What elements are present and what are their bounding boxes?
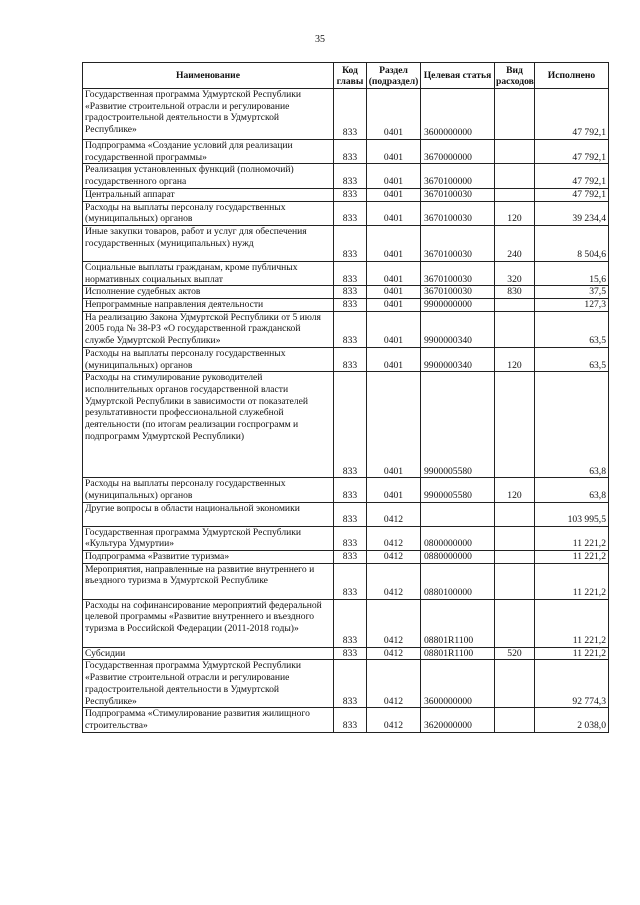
row-type [495, 140, 535, 164]
row-name: На реализацию Закона Удмуртской Республики от 5 июля 2005 года № 38-РЗ «О государственной гражданской службе Удмуртской Республики» [83, 311, 334, 347]
row-code: 833 [334, 286, 367, 299]
row-type [495, 299, 535, 312]
table-row [83, 89, 609, 140]
table-row [83, 299, 609, 312]
row-target: 9900000340 [421, 347, 495, 371]
row-code: 833 [334, 188, 367, 201]
table-row [83, 201, 609, 225]
row-type [495, 502, 535, 526]
row-executed: 63,5 [535, 347, 609, 371]
header-target: Целевая статья [421, 63, 495, 89]
row-code: 833 [334, 502, 367, 526]
row-target: 3600000000 [421, 660, 495, 708]
row-section: 0412 [367, 563, 421, 599]
row-name: Исполнение судебных актов [83, 286, 334, 299]
row-name: Реализация установленных функций (полномочий) государственного органа [83, 164, 334, 188]
table-row [83, 563, 609, 599]
row-section: 0412 [367, 551, 421, 564]
row-executed: 37,5 [535, 286, 609, 299]
row-executed: 47 792,1 [535, 140, 609, 164]
row-section: 0401 [367, 478, 421, 502]
row-type [495, 372, 535, 478]
row-target: 3600000000 [421, 89, 495, 140]
row-section: 0401 [367, 89, 421, 140]
row-executed: 63,8 [535, 478, 609, 502]
row-executed: 63,5 [535, 311, 609, 347]
row-type [495, 599, 535, 647]
row-name: Субсидии [83, 647, 334, 660]
row-section: 0401 [367, 311, 421, 347]
row-type [495, 551, 535, 564]
row-executed: 11 221,2 [535, 647, 609, 660]
row-target: 3670100030 [421, 261, 495, 285]
table-row [83, 261, 609, 285]
page-number: 35 [315, 34, 325, 45]
budget-table [82, 62, 609, 733]
row-type [495, 708, 535, 732]
row-code: 833 [334, 660, 367, 708]
row-section: 0401 [367, 286, 421, 299]
row-code: 833 [334, 526, 367, 550]
row-executed: 47 792,1 [535, 89, 609, 140]
table-row [83, 502, 609, 526]
row-executed: 11 221,2 [535, 526, 609, 550]
row-name: Расходы на софинансирование мероприятий федеральной целевой программы «Развитие внутреннего и въездного туризма в Российской Федерации (2011-2018 годы)» [83, 599, 334, 647]
row-name: Расходы на выплаты персоналу государственных (муниципальных) органов [83, 347, 334, 371]
table-row [83, 708, 609, 732]
row-section: 0401 [367, 347, 421, 371]
row-name: Центральный аппарат [83, 188, 334, 201]
row-section: 0412 [367, 647, 421, 660]
row-code: 833 [334, 372, 367, 478]
row-executed: 39 234,4 [535, 201, 609, 225]
table-row [83, 660, 609, 708]
row-executed: 127,3 [535, 299, 609, 312]
row-target: 3670000000 [421, 140, 495, 164]
row-section: 0401 [367, 188, 421, 201]
row-name: Непрограммные направления деятельности [83, 299, 334, 312]
header-executed: Исполнено [535, 63, 609, 89]
row-executed: 47 792,1 [535, 164, 609, 188]
row-type [495, 563, 535, 599]
row-code: 833 [334, 311, 367, 347]
row-code: 833 [334, 647, 367, 660]
table-body [83, 89, 609, 733]
row-type: 120 [495, 347, 535, 371]
row-section: 0401 [367, 225, 421, 261]
row-executed: 2 038,0 [535, 708, 609, 732]
row-target: 0880000000 [421, 551, 495, 564]
table-row [83, 347, 609, 371]
table-row [83, 311, 609, 347]
row-name: Государственная программа Удмуртской Республики «Культура Удмуртии» [83, 526, 334, 550]
row-executed: 63,8 [535, 372, 609, 478]
row-code: 833 [334, 599, 367, 647]
table-row [83, 286, 609, 299]
header-type: Вид расходов [496, 64, 534, 87]
row-section: 0401 [367, 140, 421, 164]
row-target: 3670100030 [421, 188, 495, 201]
row-code: 833 [334, 563, 367, 599]
row-name: Социальные выплаты гражданам, кроме публичных нормативных социальных выплат [83, 261, 334, 285]
row-section: 0412 [367, 708, 421, 732]
table-row [83, 140, 609, 164]
row-section: 0412 [367, 502, 421, 526]
row-type [495, 164, 535, 188]
table-row [83, 225, 609, 261]
row-code: 833 [334, 140, 367, 164]
row-section: 0401 [367, 372, 421, 478]
table-row [83, 188, 609, 201]
table-row [83, 551, 609, 564]
row-code: 833 [334, 261, 367, 285]
row-type: 120 [495, 478, 535, 502]
row-name: Расходы на выплаты персоналу государственных (муниципальных) органов [83, 478, 334, 502]
row-code: 833 [334, 708, 367, 732]
row-target: 3670100030 [421, 286, 495, 299]
row-target: 0800000000 [421, 526, 495, 550]
row-executed: 11 221,2 [535, 551, 609, 564]
row-target: 3620000000 [421, 708, 495, 732]
row-target: 9900005580 [421, 478, 495, 502]
row-code: 833 [334, 551, 367, 564]
row-code: 833 [334, 478, 367, 502]
row-executed: 15,6 [535, 261, 609, 285]
row-target: 3670100000 [421, 164, 495, 188]
table-row [83, 647, 609, 660]
row-code: 833 [334, 225, 367, 261]
row-executed: 92 774,3 [535, 660, 609, 708]
row-target: 9900005580 [421, 372, 495, 478]
table-header-row [83, 63, 609, 89]
row-target: 3670100030 [421, 201, 495, 225]
row-section: 0412 [367, 660, 421, 708]
row-target [421, 502, 495, 526]
row-section: 0401 [367, 201, 421, 225]
row-name: Подпрограмма «Развитие туризма» [83, 551, 334, 564]
row-executed: 8 504,6 [535, 225, 609, 261]
row-code: 833 [334, 299, 367, 312]
row-name: Государственная программа Удмуртской Республики «Развитие строительной отрасли и регулирование градостроительной деятельности в Удмуртской Республике» [83, 660, 334, 708]
row-name: Иные закупки товаров, работ и услуг для обеспечения государственных (муниципальных) нужд [83, 225, 334, 261]
row-name: Государственная программа Удмуртской Республики «Развитие строительной отрасли и регулирование градостроительной деятельности в Удмуртской Республике» [83, 89, 334, 140]
row-type: 520 [495, 647, 535, 660]
row-type [495, 188, 535, 201]
row-section: 0401 [367, 261, 421, 285]
table-row [83, 526, 609, 550]
row-type: 240 [495, 225, 535, 261]
row-code: 833 [334, 164, 367, 188]
row-type [495, 660, 535, 708]
row-executed: 47 792,1 [535, 188, 609, 201]
header-name: Наименование [83, 63, 334, 89]
row-code: 833 [334, 201, 367, 225]
table-row [83, 372, 609, 478]
table-row [83, 478, 609, 502]
table-row [83, 599, 609, 647]
row-target: 3670100030 [421, 225, 495, 261]
row-executed: 11 221,2 [535, 599, 609, 647]
row-target: 9900000340 [421, 311, 495, 347]
row-name: Подпрограмма «Создание условий для реализации государственной программы» [83, 140, 334, 164]
row-type [495, 526, 535, 550]
row-type [495, 89, 535, 140]
row-section: 0401 [367, 164, 421, 188]
row-target: 9900000000 [421, 299, 495, 312]
row-target: 08801R1100 [421, 647, 495, 660]
row-type: 120 [495, 201, 535, 225]
header-code: Код главы [334, 63, 367, 89]
row-executed: 11 221,2 [535, 563, 609, 599]
row-name: Другие вопросы в области национальной экономики [83, 502, 334, 526]
header-section: Раздел (подраздел) [367, 63, 421, 89]
row-section: 0412 [367, 599, 421, 647]
row-section: 0412 [367, 526, 421, 550]
row-target: 08801R1100 [421, 599, 495, 647]
row-executed: 103 995,5 [535, 502, 609, 526]
row-type: 320 [495, 261, 535, 285]
row-code: 833 [334, 89, 367, 140]
row-name: Расходы на выплаты персоналу государственных (муниципальных) органов [83, 201, 334, 225]
row-code: 833 [334, 347, 367, 371]
row-type: 830 [495, 286, 535, 299]
row-type [495, 311, 535, 347]
row-section: 0401 [367, 299, 421, 312]
row-name: Мероприятия, направленные на развитие внутреннего и въездного туризма в Удмуртской Республике [83, 563, 334, 599]
table-row [83, 164, 609, 188]
row-name: Расходы на стимулирование руководителей исполнительных органов государственной власти Удмуртской Республики в зависимости от показателей результативности профессиональной служебной деятельности (по итогам реализации госпрограмм и подпрограмм Удмуртской Республики) [83, 372, 334, 478]
row-name: Подпрограмма «Стимулирование развития жилищного строительства» [83, 708, 334, 732]
row-target: 0880100000 [421, 563, 495, 599]
